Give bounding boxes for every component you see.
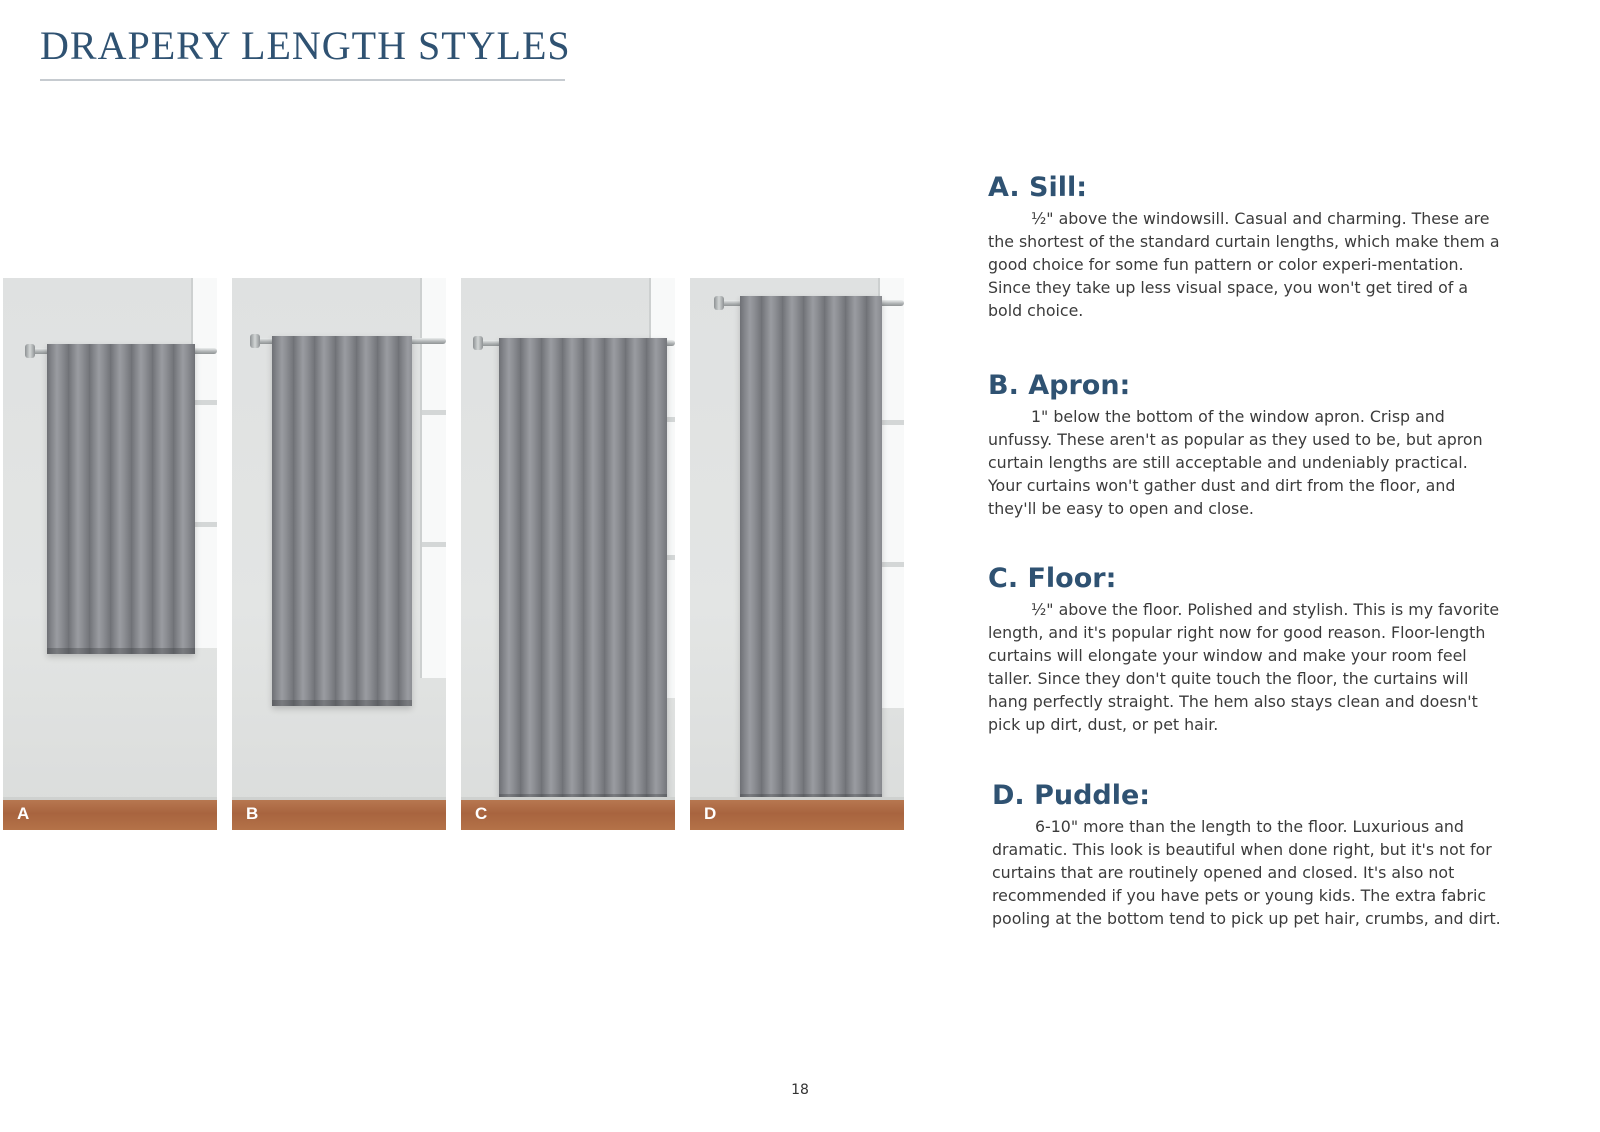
section-heading: B. Apron: xyxy=(988,370,1131,401)
section-heading: D. Puddle: xyxy=(992,780,1151,811)
section-sill xyxy=(988,172,1503,322)
photo-panel-sill xyxy=(3,278,217,830)
rod-finial xyxy=(25,344,35,358)
curtain-floor-length xyxy=(499,338,667,800)
section-body: ½" above the windowsill. Casual and charming. These are the shortest of the standard curtain lengths, which make them a good choice for some fun pattern or color experi-mentation. Since they take up less visual space, you won't get tired of a bold choice. xyxy=(988,209,1500,320)
panel-label-d: D xyxy=(704,804,717,823)
page-number: 18 xyxy=(791,1082,809,1098)
photo-panel-puddle xyxy=(690,278,904,830)
section-body: 6-10" more than the length to the floor. Luxurious and dramatic. This look is beautiful when done right, but it's not for curtains that are routinely opened and closed. It's also not recommended if you have pets or young kids. The extra fabric pooling at the bottom tend to pick up pet hair, crumbs, and dirt. xyxy=(992,817,1501,928)
curtain-sill-length xyxy=(47,344,195,654)
curtain-apron-length xyxy=(272,336,412,706)
rod-finial xyxy=(473,336,483,350)
panel-label-a: A xyxy=(17,804,30,823)
title-divider xyxy=(40,79,565,81)
section-body: ½" above the floor. Polished and stylish. This is my favorite length, and it's popular right now for good reason. Floor-length curtains will elongate your window and make your room feel taller. Since they don't quite touch the floor, the curtains will hang perfectly straight. The hem also stays clean and doesn't pick up dirt, dust, or pet hair. xyxy=(988,600,1500,734)
section-body: 1" below the bottom of the window apron. Crisp and unfussy. These aren't as popular as they used to be, but apron curtain lengths are still acceptable and undeniably practical. Your curtains won't gather dust and dirt from the floor, and they'll be easy to open and close. xyxy=(988,407,1483,518)
section-heading: C. Floor: xyxy=(988,563,1117,594)
wood-floor xyxy=(690,800,904,830)
rod-finial xyxy=(250,334,260,348)
photo-panel-apron xyxy=(232,278,446,830)
wood-floor xyxy=(232,800,446,830)
wood-floor xyxy=(3,800,217,830)
panel-label-c: C xyxy=(475,804,488,823)
curtain-puddle-length xyxy=(740,296,882,808)
section-puddle xyxy=(992,780,1507,930)
section-heading: A. Sill: xyxy=(988,172,1088,203)
page-title: DRAPERY LENGTH STYLES xyxy=(40,23,571,68)
rod-finial xyxy=(714,296,724,310)
panel-label-b: B xyxy=(246,804,259,823)
photo-panel-floor xyxy=(461,278,675,830)
section-apron xyxy=(988,370,1503,520)
wood-floor xyxy=(461,800,675,830)
section-floor xyxy=(988,563,1503,736)
